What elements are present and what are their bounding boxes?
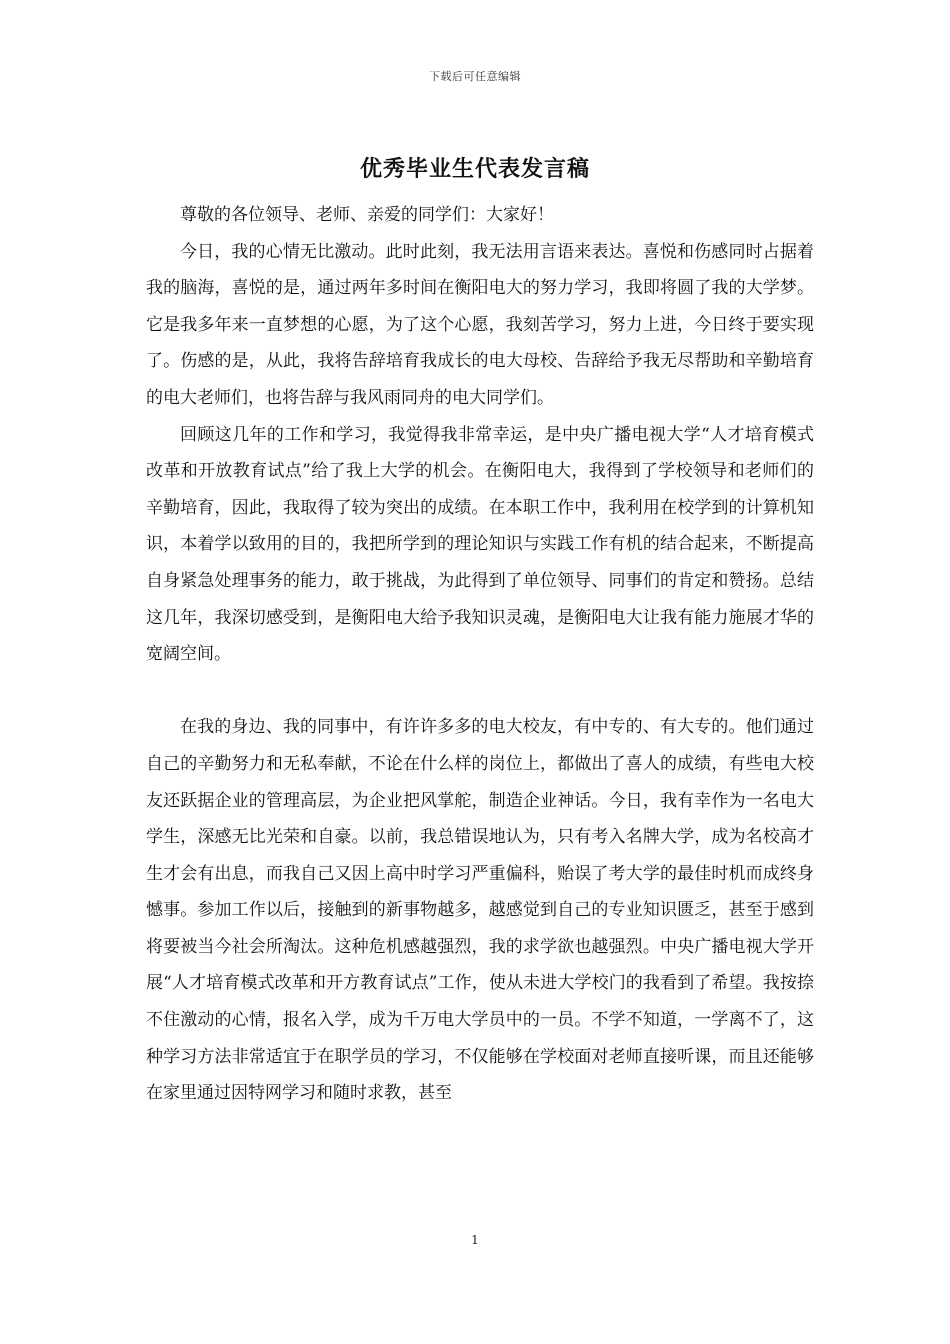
document-title: 优秀毕业生代表发言稿 xyxy=(359,156,590,182)
paragraph-1: 今日，我的心情无比激动。此时此刻，我无法用言语来表达。喜悦和伤感同时占据着我的脑海，喜悦的是，通过两年多时间在衡阳电大的努力学习，我即将圆了我的大学梦。它是我多年来一直梦想的心愿，为了这个心愿，我刻苦学习，努力上进，今日终于要实现了。伤感的是，从此，我将告辞培育我成长的电大母校、告辞给予我无尽帮助和辛勤培育的电大老师们，也将告辞与我风雨同舟的电大同学们。 xyxy=(146,241,814,408)
paragraph-3: 在我的身边、我的同事中，有许许多多的电大校友，有中专的、有大专的。他们通过自己的辛勤努力和无私奉献，不论在什么样的岗位上，都做出了喜人的成绩，有些电大校友还跃据企业的管理高层，为企业把风掌舵，制造企业神话。今日，我有幸作为一名电大学生，深感无比光荣和自豪。以前，我总错误地认为，只有考入名牌大学，成为名校高才生才会有出息，而我自己又因上高中时学习严重偏科，贻误了考大学的最佳时机而成终身憾事。参加工作以后，接触到的新事物越多，越感觉到自己的专业知识匮乏，甚至于感到将要被当今社会所淘汰。这种危机感越强烈，我的求学欲也越强烈。中央广播电视大学开展“人才培育模式改革和开方教育试点”工作，使从未进大学校门的我看到了希望。我按捺不住激动的心情，报名入学，成为千万电大学员中的一员。不学不知道，一学离不了，这种学习方法非常适宜于在职学员的学习，不仅能够在学校面对老师直接听课，而且还能够在家里通过因特网学习和随时求教，甚至 xyxy=(146,717,814,1104)
page-header-note: 下载后可任意编辑 xyxy=(429,70,521,83)
page-number: 1 xyxy=(471,1233,479,1247)
paragraph-2: 回顾这几年的工作和学习，我觉得我非常幸运，是中央广播电视大学“人才培育模式改革和开放教育试点”给了我上大学的机会。在衡阳电大，我得到了学校领导和老师们的辛勤培育，因此，我取得了较为突出的成绩。在本职工作中，我利用在校学到的计算机知识，本着学以致用的目的，我把所学到的理论知识与实践工作有机的结合起来，不断提高自身紧急处理事务的能力，敢于挑战，为此得到了单位领导、同事们的肯定和赞扬。总结这几年，我深切感受到，是衡阳电大给予我知识灵魂，是衡阳电大让我有能力施展才华的宽阔空间。 xyxy=(146,424,814,665)
paragraph-greeting: 尊敬的各位领导、老师、亲爱的同学们：大家好！ xyxy=(180,205,554,225)
document-body xyxy=(146,197,814,1112)
